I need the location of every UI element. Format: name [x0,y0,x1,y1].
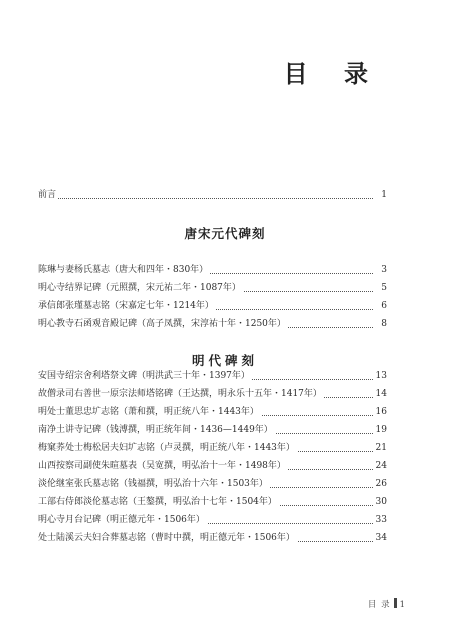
entry-label: 处士陆溪云夫妇合葬墓志铭（曹时中撰，明正德元年・1506年） [38,533,295,543]
entry-page: 14 [373,385,387,403]
entry-page: 33 [373,511,387,529]
entry-label: 明处士董思忠圹志铭（萧和撰，明正统八年・1443年） [38,407,259,417]
entry-page: 30 [373,493,387,511]
toc-entry[interactable] [38,315,387,333]
section-entries-ming [38,367,387,547]
entry-label: 陈琳与妻杨氏墓志（唐大和四年・830年） [38,265,209,275]
entry-label: 前言 [38,190,57,200]
entry-label: 工部右侍郎淡伦墓志铭（王鏊撰，明弘治十七年・1504年） [38,497,277,507]
section-title-tang-song-yuan: 唐宋元代碑刻 [184,226,266,241]
entry-page: 16 [373,403,387,421]
section-entries-tang-song-yuan [38,261,387,333]
entry-label: 明心教寺石函观音殿记碑（高子凤撰，宋淳祐十年・1250年） [38,319,286,329]
entry-page: 13 [373,367,387,385]
entry-label: 承信郎张瑾墓志铭（宋嘉定七年・1214年） [38,301,214,311]
leader-dots [38,198,373,199]
page-footer [368,598,406,610]
entry-page: 34 [373,529,387,547]
footer-divider [394,598,397,608]
entry-page: 6 [373,297,387,315]
entry-label: 明心寺月台记碑（明正德元年・1506年） [38,515,205,525]
toc-entry[interactable] [38,403,387,421]
toc-entry[interactable] [38,457,387,475]
entry-page: 5 [373,279,387,297]
toc-entry[interactable] [38,493,387,511]
entry-label: 故僧录司右善世一原宗法师塔铭碑（王达撰，明永乐十五年・1417年） [38,389,322,399]
page-title: 目 录 [283,59,382,88]
footer-label: 目 录 [367,600,391,610]
entry-page: 3 [373,261,387,279]
toc-entry[interactable] [38,297,387,315]
entry-page: 19 [373,421,387,439]
toc-entry[interactable] [38,529,387,547]
entry-page: 26 [373,475,387,493]
toc-entry[interactable] [38,279,387,297]
toc-entry[interactable] [38,475,387,493]
entry-label: 明心寺结界记碑（元照撰，宋元祐二年・1087年） [38,283,241,293]
entry-label: 淡伦继室张氏墓志铭（钱福撰，明弘治十六年・1503年） [38,479,268,489]
toc-entry[interactable] [38,421,387,439]
entry-label: 安国寺绍宗舍利塔祭文碑（明洪武三十年・1397年） [38,371,250,381]
toc-entry[interactable] [38,261,387,279]
toc-entry[interactable] [38,511,387,529]
entry-page: 8 [373,315,387,333]
preface-group [38,186,387,204]
entry-label: 梅窠荞处士梅松居夫妇圹志铭（卢灵撰，明正统八年・1443年） [38,443,295,453]
toc-entry[interactable] [38,385,387,403]
toc-entry-preface[interactable] [38,186,387,204]
toc-entry[interactable] [38,367,387,385]
entry-label: 山西按察司副使朱暄墓表（吴宽撰，明弘治十一年・1498年） [38,461,286,471]
toc-entry[interactable] [38,439,387,457]
entry-page: 21 [373,439,387,457]
entry-page: 1 [373,186,387,204]
footer-page-number: 1 [399,600,406,610]
section-title-ming: 明代碑刻 [191,353,258,368]
entry-label: 南净土讲寺记碑（钱溥撰，明正统年间・1436—1449年） [38,425,273,435]
entry-page: 24 [373,457,387,475]
